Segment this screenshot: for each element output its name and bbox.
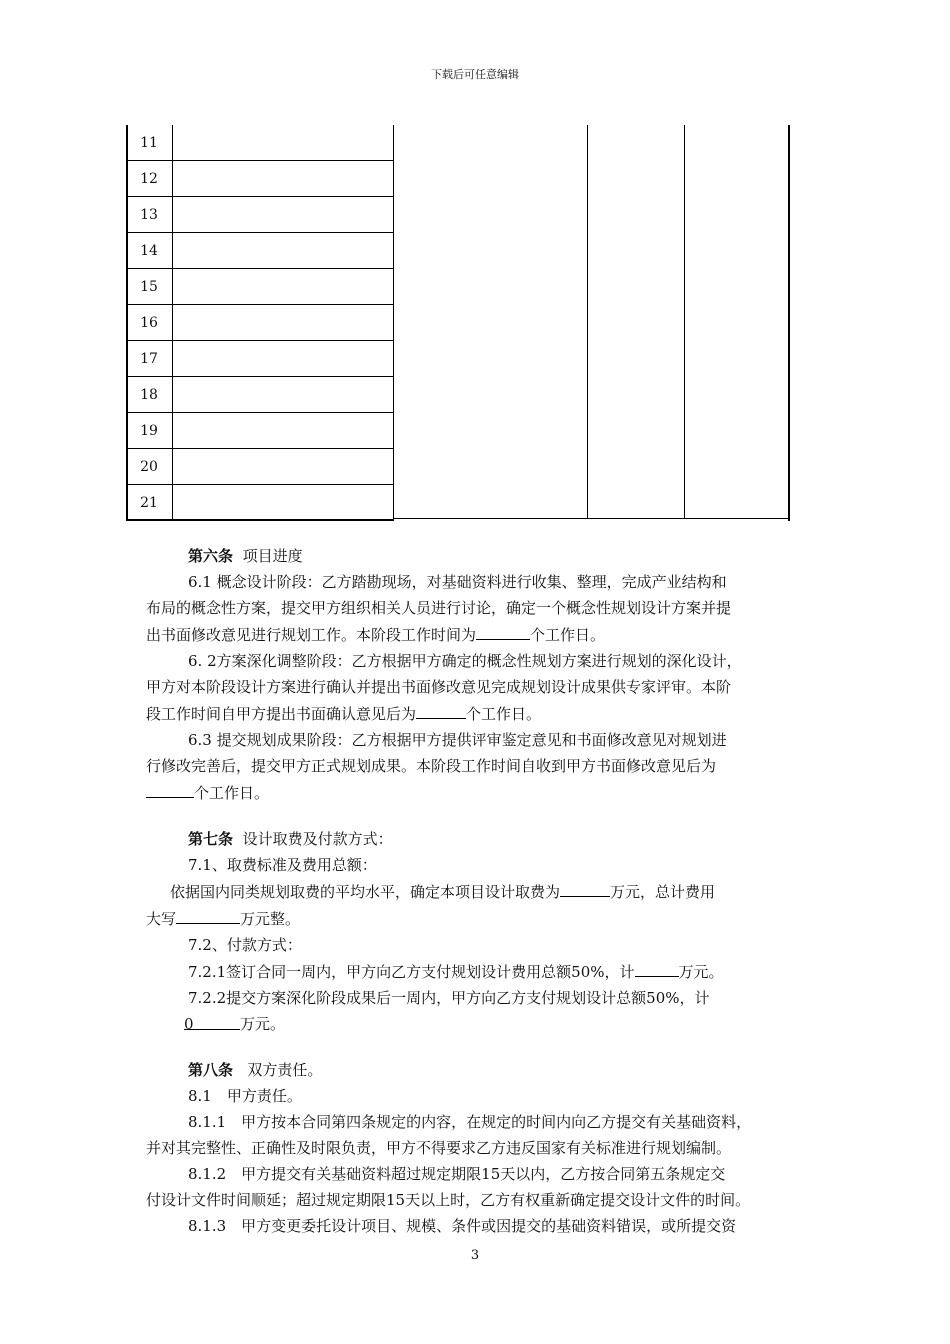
paragraph-line: 付设计文件时间顺延；超过规定期限15天以上时，乙方有权重新确定提交设计文件的时间。 [146, 1191, 751, 1209]
article-title: 第七条 [188, 830, 234, 848]
paragraph-line [146, 1011, 814, 1037]
row-number: 13 [140, 207, 158, 223]
text: 万元。 [678, 963, 724, 981]
paragraph-line: 8.1.1 甲方按本合同第四条规定的内容，在规定的时间内向乙方提交有关基础资料， [188, 1113, 752, 1131]
article-7-heading [146, 826, 814, 852]
text: 个工作日。 [530, 626, 606, 644]
fill-blank[interactable] [176, 905, 240, 924]
text: 万元，总计费用 [610, 883, 716, 901]
paragraph-line: 甲方对本阶段设计方案进行确认并提出书面修改意见完成规划设计成果供专家评审。本阶 [146, 678, 732, 696]
fill-blank[interactable] [560, 878, 610, 897]
text: 个工作日。 [466, 705, 542, 723]
row-number: 18 [140, 387, 158, 403]
paragraph-line: 6.3 提交规划成果阶段：乙方根据甲方提供评审鉴定意见和书面修改意见对规划进 [188, 731, 727, 749]
row-number: 11 [140, 135, 158, 151]
paragraph-line: 行修改完善后，提交甲方正式规划成果。本阶段工作时间自收到甲方书面修改意见后为 [146, 757, 717, 775]
table-divider [393, 125, 394, 521]
table-divider [172, 125, 173, 521]
fill-blank[interactable]: 0 [184, 1011, 240, 1030]
paragraph-line [146, 905, 814, 932]
paragraph-line [146, 700, 814, 727]
paragraph-line [146, 621, 814, 648]
article-6-heading [146, 543, 814, 569]
article-title-text: 设计取费及付款方式： [242, 830, 393, 848]
row-number: 16 [140, 315, 158, 331]
paragraph-line [146, 958, 814, 985]
text: 7.2.1签订合同一周内，甲方向乙方支付规划设计费用总额50%，计 [188, 963, 635, 981]
row-number: 14 [140, 243, 158, 259]
paragraph-line [146, 779, 814, 806]
article-title: 第八条 [188, 1061, 234, 1079]
table-border-right [788, 125, 790, 521]
text: 万元整。 [240, 910, 301, 928]
paragraph-line [146, 878, 814, 905]
text: 个工作日。 [194, 784, 270, 802]
fill-blank[interactable] [635, 958, 679, 977]
row-number: 19 [140, 423, 158, 439]
article-title-text: 项目进度 [242, 547, 303, 565]
row-number: 17 [140, 351, 158, 367]
text: 万元。 [240, 1015, 286, 1033]
article-8-heading [146, 1057, 814, 1083]
paragraph-line: 8.1.3 甲方变更委托设计项目、规模、条件或因提交的基础资料错误，或所提交资 [188, 1217, 737, 1235]
paragraph-line: 6.1 概念设计阶段：乙方踏勘现场，对基础资料进行收集、整理，完成产业结构和 [188, 573, 727, 591]
paragraph-line: 8.1 甲方责任。 [188, 1087, 302, 1105]
page-number: 3 [470, 1248, 480, 1263]
article-title: 第六条 [188, 547, 234, 565]
table [126, 125, 790, 521]
paragraph-line: 8.1.2 甲方提交有关基础资料超过规定期限15天以内，乙方按合同第五条规定交 [188, 1165, 726, 1183]
article-title-text: 双方责任。 [247, 1061, 323, 1079]
row-number: 12 [140, 171, 158, 187]
paragraph-line: 7.2、付款方式： [188, 936, 302, 954]
text: 出书面修改意见进行规划工作。本阶段工作时间为 [146, 626, 477, 644]
table-divider [587, 125, 588, 519]
paragraph-line: 7.1、取费标准及费用总额： [188, 856, 377, 874]
row-number: 21 [140, 495, 158, 511]
paragraph-line: 布局的概念性方案，提交甲方组织相关人员进行讨论，确定一个概念性规划设计方案并提 [146, 599, 732, 617]
text: 大写 [146, 910, 177, 928]
paragraph-line: 7.2.2提交方案深化阶段成果后一周内，甲方向乙方支付规划设计总额50%，计 [188, 989, 710, 1007]
text: 段工作时间自甲方提出书面确认意见后为 [146, 705, 417, 723]
table-border-bottom [394, 518, 790, 519]
row-number: 15 [140, 279, 158, 295]
fill-blank[interactable] [416, 700, 466, 719]
document-body [146, 543, 814, 1239]
row-number: 20 [140, 459, 158, 475]
page-header: 下载后可任意编辑 [431, 68, 519, 81]
text: 依据国内同类规划取费的平均水平，确定本项目设计取费为 [170, 883, 561, 901]
paragraph-line: 并对其完整性、正确性及时限负责，甲方不得要求乙方违反国家有关标准进行规划编制。 [146, 1139, 732, 1157]
fill-blank[interactable] [146, 779, 194, 798]
paragraph-line: 6. 2方案深化调整阶段：乙方根据甲方确定的概念性规划方案进行规划的深化设计， [188, 652, 742, 670]
fill-blank[interactable] [476, 621, 530, 640]
table-divider [684, 125, 685, 519]
